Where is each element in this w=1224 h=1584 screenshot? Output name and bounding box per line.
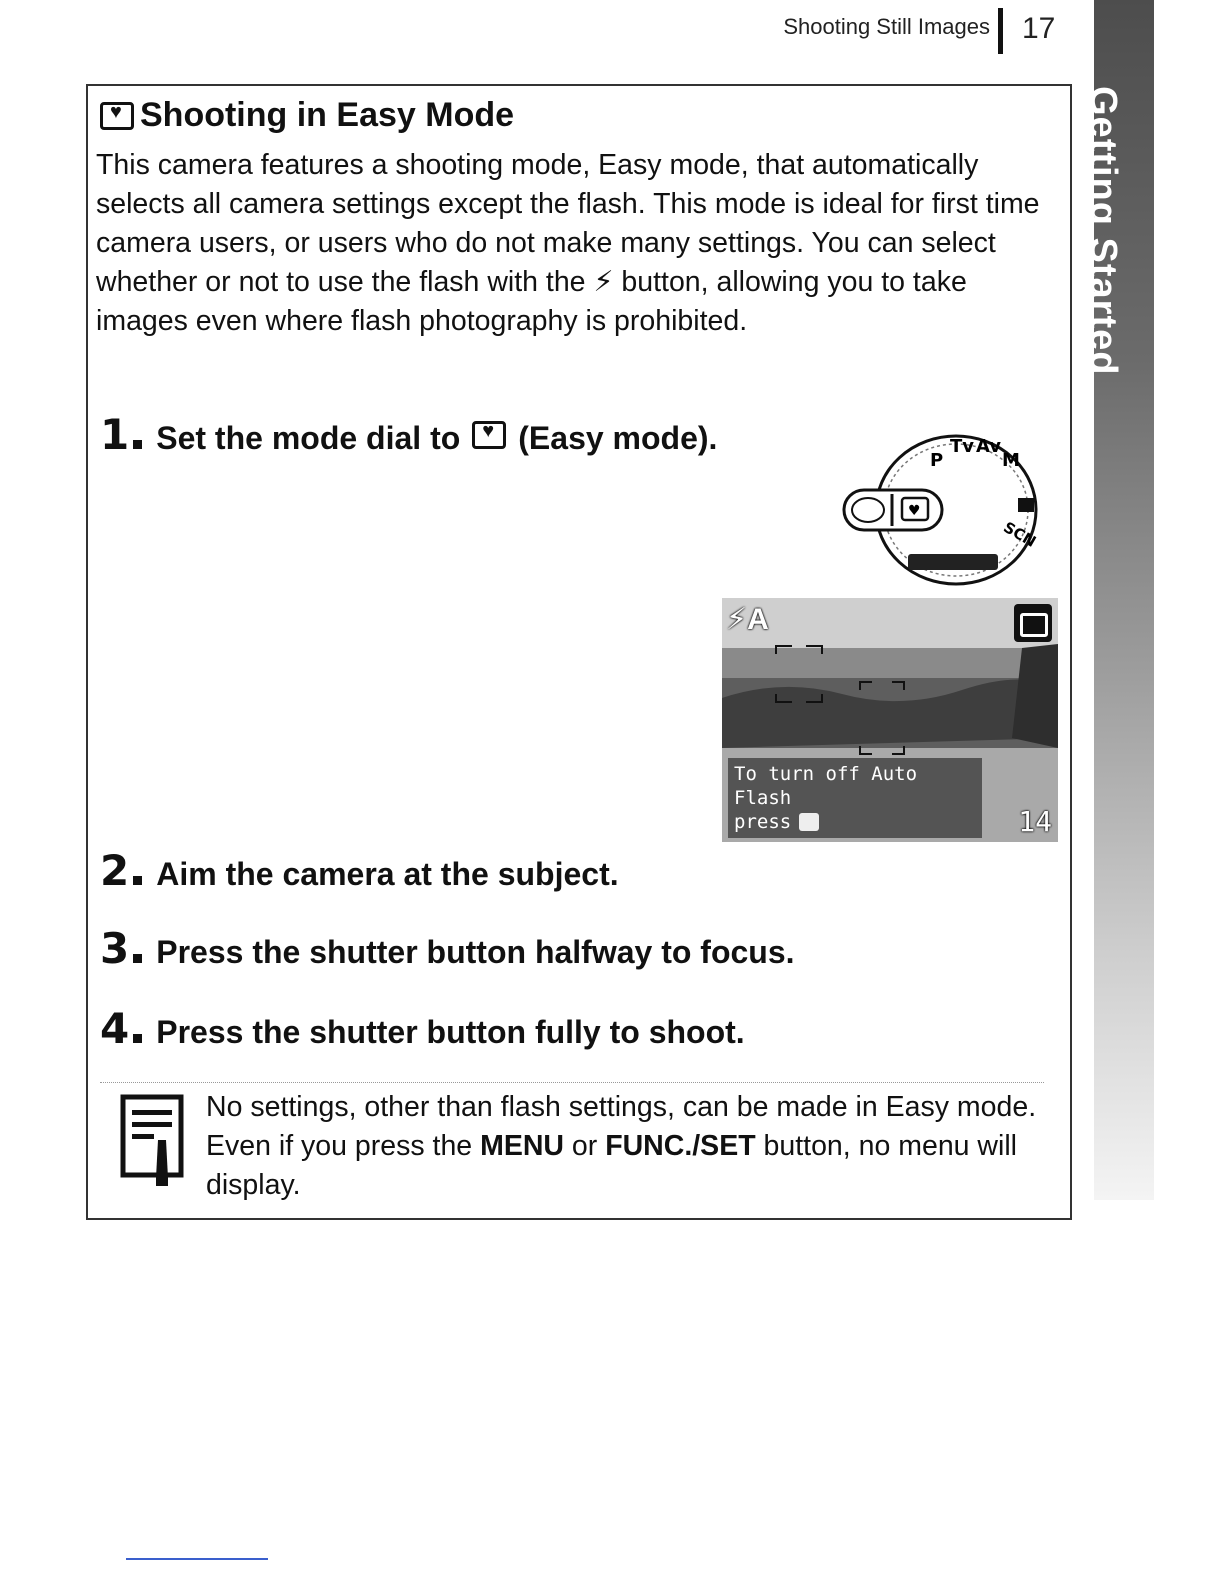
step-bullet — [133, 1034, 142, 1043]
step-1 — [100, 410, 717, 459]
step-3-number: 3 — [100, 924, 130, 973]
mode-dial-illustration — [838, 418, 1048, 598]
running-header: Shooting Still Images — [783, 14, 990, 39]
lcd-flash-message — [728, 758, 982, 838]
section-title-text: Shooting in Easy Mode — [140, 96, 515, 134]
lcd-message-line2-row — [734, 810, 976, 834]
dial-label-av: Av — [976, 436, 1002, 457]
step-bullet — [133, 440, 142, 449]
flash-button-icon — [799, 813, 819, 831]
movie-mode-icon — [1018, 498, 1034, 512]
step-2-number: 2 — [100, 846, 130, 895]
lcd-message-line1: To turn off Auto Flash — [734, 763, 918, 809]
lcd-screen-illustration — [722, 598, 1058, 842]
step-3-text: Press the shutter button halfway to focus. — [156, 934, 795, 970]
func-set-button-label: FUNC./SET — [605, 1130, 756, 1162]
flash-icon: ⚡ — [593, 266, 614, 298]
chapter-side-tab-label: Getting Started — [1082, 86, 1124, 376]
header-divider — [998, 8, 1003, 54]
section-title — [100, 96, 514, 135]
lcd-shots-remaining: 14 — [1018, 805, 1052, 838]
step-2-text: Aim the camera at the subject. — [156, 856, 619, 892]
step-3 — [100, 924, 795, 973]
note-text-b: or — [571, 1130, 598, 1162]
scene-icons-strip — [908, 554, 998, 570]
step-bullet — [133, 876, 142, 885]
note-text-a: No settings, other than flash settings, can be made in Easy mode. Even if you press the — [206, 1091, 1037, 1162]
menu-button-label: MENU — [480, 1130, 564, 1162]
note-divider — [100, 1082, 1044, 1083]
intro-text-b: button, allowing you to take images even where flash photography is prohibited. — [96, 266, 967, 337]
dial-easy-heart: ♥ — [908, 503, 921, 519]
step-2 — [100, 846, 619, 895]
note-text — [206, 1088, 1056, 1205]
dial-label-m: M — [1002, 450, 1020, 471]
step-4-text: Press the shutter button fully to shoot. — [156, 1014, 745, 1050]
lcd-easy-mode-icon — [1014, 604, 1052, 642]
dial-label-scn: SCN — [1000, 518, 1040, 551]
page-number: 17 — [1022, 12, 1056, 45]
note-text-c: button, no menu will display. — [206, 1130, 1018, 1201]
step-1-number: 1 — [100, 410, 130, 459]
step-4 — [100, 1004, 745, 1053]
dial-label-tv: Tv — [950, 436, 975, 457]
footer-rule — [126, 1558, 268, 1560]
intro-paragraph — [96, 146, 1056, 341]
step-1-text-b: (Easy mode). — [518, 420, 718, 456]
memo-note-icon — [120, 1094, 184, 1186]
step-1-text-a: Set the mode dial to — [156, 420, 461, 456]
easy-mode-icon — [472, 421, 506, 449]
lcd-auto-flash-icon: ⚡A — [726, 603, 769, 636]
step-4-number: 4 — [100, 1004, 130, 1053]
lcd-message-line2: press — [734, 811, 792, 833]
intro-text-a: This camera features a shooting mode, Easy mode, that automatically selects all camera settings except the flash. This mode is ideal for first time camera users, or users who do not make many settings. You can select whether or not to use the flash with the — [96, 149, 1040, 298]
step-bullet — [133, 954, 142, 963]
easy-mode-icon — [100, 102, 134, 130]
dial-label-p: P — [930, 450, 944, 471]
